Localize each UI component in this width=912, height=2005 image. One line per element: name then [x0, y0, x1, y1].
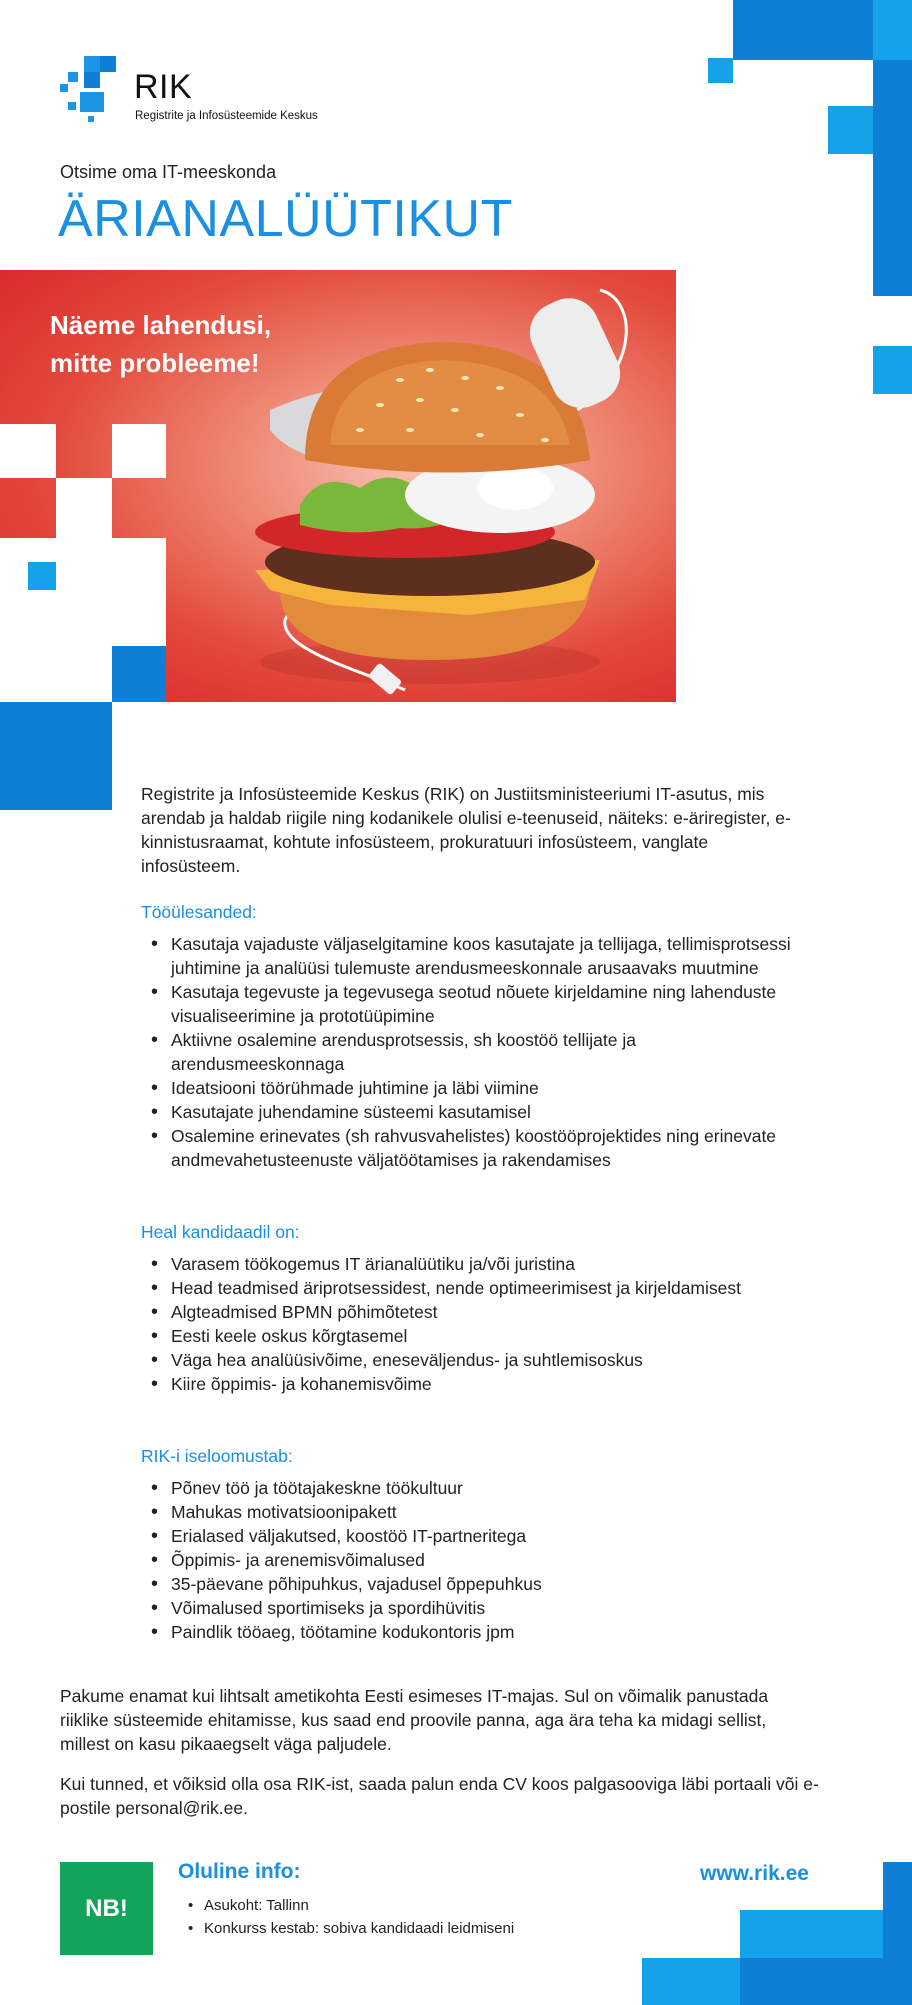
candidate-list	[141, 1252, 801, 1396]
list-item: • Head teadmised äriprotsessidest, nende optimeerimisest ja kirjeldamisest	[141, 1276, 801, 1300]
deco-square	[112, 424, 166, 478]
list-item: • Kiire õppimis- ja kohanemisvõime	[141, 1372, 801, 1396]
deco-square	[740, 1910, 883, 1958]
hero-banner	[0, 270, 676, 702]
closing-paragraph: Pakume enamat kui lihtsalt ametikohta Eesti esimeses IT-majas. Sul on võimalik panustada riiklike süsteemide ehitamisse, kus saad end proovile panna, aga ära teha ka midagi sellist, millest on kasu pikaaegselt väga paljudele.	[60, 1686, 769, 1754]
deco-square	[0, 538, 166, 616]
list-item: • Võimalused sportimiseks ja spordihüvitis	[141, 1596, 801, 1620]
list-item: • Algteadmised BPMN põhimõtetest	[141, 1300, 801, 1324]
deco-square	[883, 1862, 912, 1910]
list-item: • Varasem töökogemus IT ärianalüütiku ja/või juristina	[141, 1252, 801, 1276]
list-item: • Kasutaja tegevuste ja tegevusega seotud nõuete kirjeldamine ning lahenduste visualiseerimine ja prototüüpimine	[141, 980, 801, 1028]
list-item: • Asukoht: Tallinn	[180, 1894, 514, 1917]
deco-square	[873, 106, 912, 296]
rik-logo	[60, 56, 360, 128]
list-item: • 35-päevane põhipuhkus, vajadusel õppepuhkus	[141, 1572, 801, 1596]
list-item: • Ideatsiooni töörühmade juhtimine ja läbi viimine	[141, 1076, 801, 1100]
info-list	[180, 1894, 514, 1940]
deco-square	[883, 1910, 912, 1958]
list-item: • Aktiivne osalemine arendusprotsessis, sh koostöö tellijate ja arendusmeeskonnaga	[141, 1028, 801, 1076]
deco-square	[0, 424, 56, 478]
deco-square	[873, 60, 912, 106]
deco-square	[740, 1958, 912, 2005]
hero-slogan-line: mitte probleeme!	[50, 348, 260, 378]
deco-square	[708, 58, 733, 83]
features-list	[141, 1476, 801, 1644]
logo-name: RIK	[134, 68, 193, 106]
deco-square	[828, 106, 873, 154]
nb-badge: NB!	[60, 1862, 153, 1955]
list-item: • Erialased väljakutsed, koostöö IT-partneritega	[141, 1524, 801, 1548]
list-item: • Eesti keele oskus kõrgtasemel	[141, 1324, 801, 1348]
list-item: • Kasutajate juhendamine süsteemi kasutamisel	[141, 1100, 801, 1124]
list-item: • Kasutaja vajaduste väljaselgitamine koos kasutajate ja tellijaga, tellimisprotsessi juhtimine ja analüüsi tulemuste arendusmeeskonnale arusaavaks muutmine	[141, 932, 801, 980]
page-title: ÄRIANALÜÜTIKUT	[58, 190, 513, 248]
duties-heading: Tööülesanded:	[141, 902, 257, 922]
list-item: • Konkurss kestab: sobiva kandidaadi leidmiseni	[180, 1917, 514, 1940]
list-item: • Mahukas motivatsioonipakett	[141, 1500, 801, 1524]
deco-square	[28, 562, 56, 590]
website-link[interactable]: www.rik.ee	[700, 1862, 809, 1885]
list-item: • Osalemine erinevates (sh rahvusvahelistes) koostööprojektides ning erinevate andmevahetusteenuste väljatöötamises ja rakendamises	[141, 1124, 801, 1172]
features-heading: RIK-i iseloomustab:	[141, 1446, 293, 1466]
intro-paragraph: Registrite ja Infosüsteemide Keskus (RIK) on Justiitsministeeriumi IT-asutus, mis arendab ja haldab riigile ning kodanikele olulisi e-teenuseid, näiteks: e-äriregister, e-kinnistusraamat, kohtute infosüsteem, prokuratuuri infosüsteem, vanglate infosüsteem.	[141, 784, 791, 876]
deco-square	[112, 646, 166, 702]
application-paragraph: Kui tunned, et võiksid olla osa RIK-ist, saada palun enda CV koos palgasooviga läbi portaali või e-postile personal@rik.ee.	[60, 1774, 819, 1818]
deco-square	[733, 0, 873, 22]
hero-slogan-line: Näeme lahendusi,	[50, 310, 272, 340]
hero-slogan	[50, 306, 271, 382]
pixel-squares-logo-icon	[60, 56, 126, 122]
page-intro: Otsime oma IT-meeskonda	[60, 162, 277, 182]
candidate-heading: Heal kandidaadil on:	[141, 1222, 300, 1242]
duties-list	[141, 932, 801, 1172]
deco-square	[733, 22, 873, 60]
deco-square	[0, 702, 112, 810]
list-item: • Väga hea analüüsivõime, eneseväljendus- ja suhtlemisoskus	[141, 1348, 801, 1372]
list-item: • Paindlik tööaeg, töötamine kodukontoris jpm	[141, 1620, 801, 1644]
list-item: • Põnev töö ja töötajakeskne töökultuur	[141, 1476, 801, 1500]
deco-square	[642, 1958, 740, 2005]
logo-subtitle: Registrite ja Infosüsteemide Keskus	[135, 110, 318, 122]
deco-square	[56, 478, 112, 538]
deco-square	[873, 346, 912, 394]
deco-square	[873, 0, 912, 60]
list-item: • Õppimis- ja arenemisvõimalused	[141, 1548, 801, 1572]
info-title: Oluline info:	[178, 1860, 301, 1883]
